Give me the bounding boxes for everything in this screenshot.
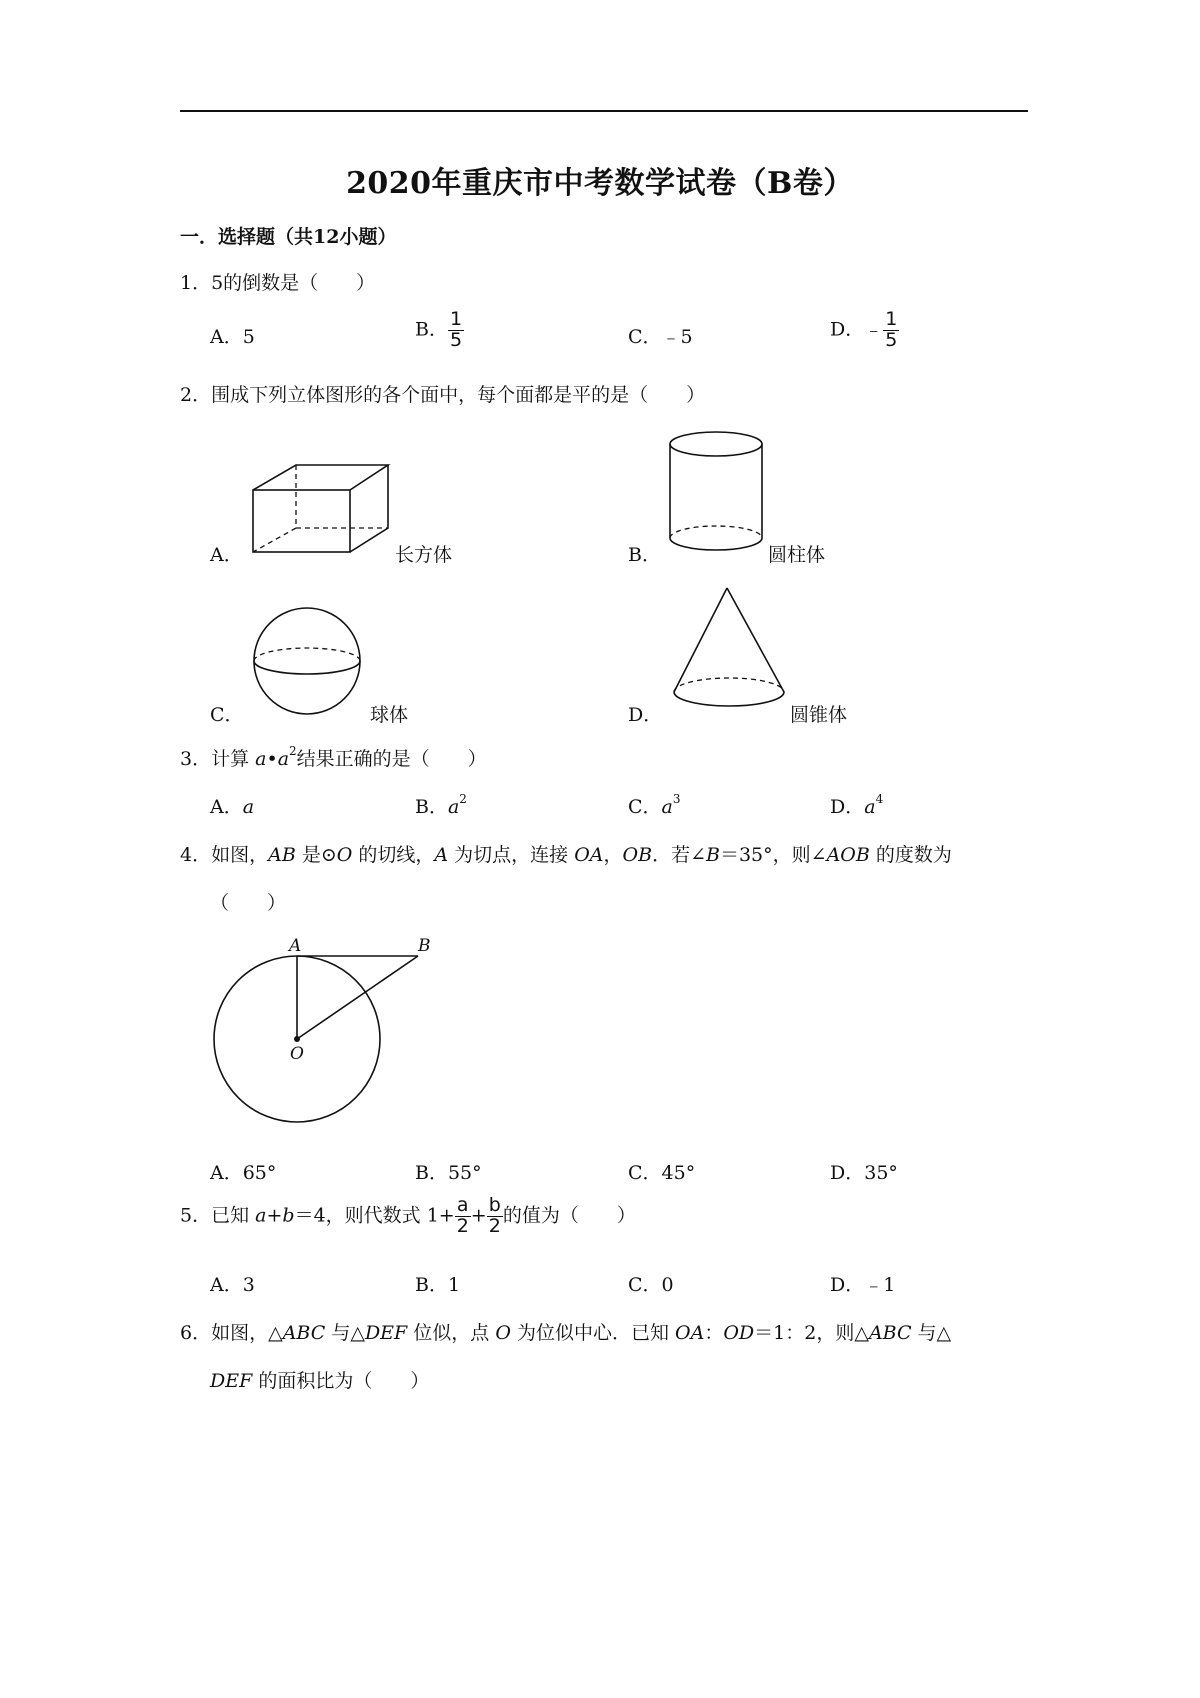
q4-option-c: C．45° [628,1162,696,1184]
option-base: a [447,796,460,818]
option-exponent: 4 [875,791,884,806]
fraction-denominator: 5 [449,328,463,351]
q4-var: B [706,844,720,866]
question-1-stem: 1．5的倒数是（ ） [180,272,376,294]
header-rule [180,110,1028,112]
q3-option-c [628,792,681,819]
option-prefix: C． [628,796,662,818]
q6-text: ： [704,1322,724,1344]
q4-option-d: D．35° [830,1162,898,1184]
q6-text: 位似，点 [407,1322,496,1344]
q1-option-d [830,310,899,351]
q1-option-d-fraction [883,310,899,351]
q3-dot: • [266,748,278,770]
q6-var: OA [675,1322,705,1344]
q5-var: a [255,1204,267,1227]
q5-option-a: A．3 [210,1274,255,1296]
option-prefix: B． [415,796,448,818]
q2-label-cuboid: 长方体 [395,544,453,566]
option-base: a [242,796,255,818]
q6-var: OD [723,1322,755,1344]
segment-ob [297,956,418,1039]
q3-option-d [830,792,883,819]
q1-option-b-fraction [448,310,464,351]
q5-option-c: C．0 [628,1274,674,1296]
fraction-numerator: a [455,1196,471,1217]
q6-var: O [495,1322,511,1344]
section-heading: 一．选择题（共12小题） [180,226,397,248]
tangent-circle-figure [205,932,435,1132]
q6-var: DEF [210,1370,253,1392]
fraction-denominator: 2 [456,1214,469,1237]
q6-text: 与△ [325,1322,365,1344]
q5-text: + [266,1204,283,1227]
q4-var: O [336,844,353,866]
q2-option-a: A． [210,544,243,566]
q3-option-a [210,792,254,819]
question-4-answer-blank: （ ） [210,892,287,914]
question-6-stem-line1 [180,1318,951,1345]
q1-option-c: C．﹣5 [628,326,693,348]
fraction-numerator: 1 [449,308,463,330]
q2-label-cone: 圆锥体 [790,704,848,726]
q5-text: 5．已知 [180,1204,256,1227]
q6-var: DEF [364,1322,408,1344]
q5-text: ＝4，则代数式 1+ [294,1204,455,1227]
q2-option-b: B． [628,544,661,566]
question-6-stem-line2 [210,1366,429,1393]
q4-text: 4．如图， [180,844,269,866]
q4-var: OB [622,844,653,866]
q6-text: 的面积比为（ ） [252,1370,430,1392]
q6-text: 为位似中心．已知 [510,1322,675,1344]
q6-var: ABC [282,1322,326,1344]
q4-var: AB [268,844,296,866]
question-3-stem [180,744,487,771]
q5-option-d: D．﹣1 [830,1274,896,1296]
question-2-stem: 2．围成下列立体图形的各个面中，每个面都是平的是（ ） [180,384,706,406]
q1-option-d-prefix: D．﹣ [830,318,884,341]
q5-plus: + [470,1204,487,1227]
q5-fraction-b-over-2 [487,1196,503,1237]
q4-option-a: A．65° [210,1162,277,1184]
q4-var: OA [574,844,604,866]
q4-text: 是⊙ [295,844,337,866]
q4-text: 的度数为 [869,844,952,866]
fraction-numerator: b [487,1196,503,1217]
q3-stem-prefix: 3．计算 [180,748,256,770]
q5-text: 的值为（ ） [502,1204,636,1227]
q1-option-b-prefix: B． [415,318,448,341]
q4-text: 为切点，连接 [448,844,575,866]
q3-var-a1: a [255,748,267,770]
q4-option-b: B．55° [415,1162,482,1184]
q4-text: ， [603,844,623,866]
q2-label-cylinder: 圆柱体 [768,544,826,566]
point-label-a: A [289,936,302,956]
q4-var: A [434,844,449,866]
q6-var: ABC [868,1322,912,1344]
q2-label-sphere: 球体 [370,704,409,726]
q5-var: b [282,1204,295,1227]
q4-text: ．若∠ [652,844,706,866]
q3-stem-suffix: 结果正确的是（ ） [296,748,487,770]
q4-var: AOB [826,844,870,866]
q3-exponent: 2 [289,743,297,758]
cuboid-figure [250,462,390,557]
q2-option-d: D． [628,704,663,726]
q5-fraction-a-over-2 [455,1196,471,1237]
cylinder-figure [666,430,766,558]
question-5-stem [180,1196,636,1237]
q6-text: 6．如图，△ [180,1322,283,1344]
sphere-figure [250,604,365,719]
fraction-denominator: 5 [885,328,898,351]
fraction-denominator: 2 [488,1214,501,1237]
point-label-o: O [290,1044,304,1064]
option-exponent: 2 [459,791,467,806]
center-point-o [294,1036,300,1042]
q4-text: ＝35°，则∠ [719,844,827,866]
option-base: a [864,796,876,818]
option-exponent: 3 [672,791,681,806]
q2-option-c: C． [210,704,244,726]
q6-text: 与△ [911,1322,952,1344]
point-label-b: B [418,936,431,956]
q3-option-b [415,792,467,819]
q1-option-a: A．5 [210,326,255,348]
fraction-numerator: 1 [885,308,898,330]
exam-title: 2020年重庆市中考数学试卷（B卷） [346,166,854,201]
option-prefix: A． [210,796,243,818]
q1-option-b [415,310,464,351]
cone-figure [672,586,787,716]
q3-var-a2: a [277,748,290,770]
question-4-stem [180,840,952,867]
q4-text: 的切线， [352,844,435,866]
option-base: a [661,796,673,818]
option-prefix: D． [830,796,865,818]
q5-option-b: B．1 [415,1274,461,1296]
q6-text: ＝1：2，则△ [754,1322,869,1344]
